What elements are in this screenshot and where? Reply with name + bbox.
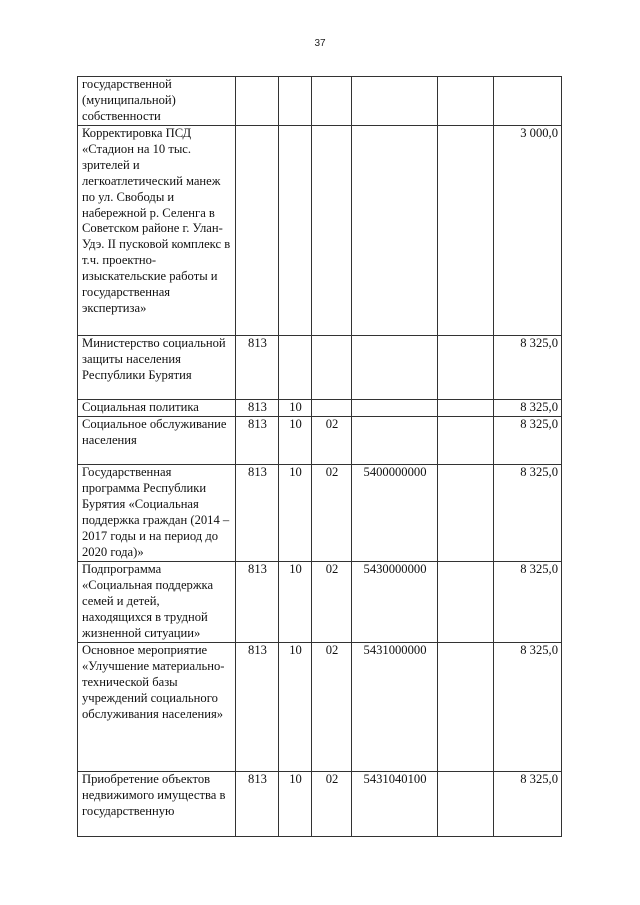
- table-row: [78, 562, 562, 643]
- grbs-cell: 813: [236, 336, 279, 400]
- target-article-cell: 5431000000: [352, 643, 438, 772]
- row-name-cell: Приобретение объектов недвижимого имущества в государственную: [78, 772, 236, 837]
- expense-type-cell: [438, 77, 494, 126]
- target-article-cell: 5430000000: [352, 562, 438, 643]
- amount-cell: 8 325,0: [494, 772, 562, 837]
- section-cell: 10: [279, 562, 312, 643]
- row-name-cell: Социальное обслуживание населения: [78, 417, 236, 465]
- target-article-cell: 5431040100: [352, 772, 438, 837]
- expense-type-cell: [438, 400, 494, 417]
- row-name-cell: Подпрограмма «Социальная поддержка семей и детей, находящихся в трудной жизненной ситуации»: [78, 562, 236, 643]
- table-row: [78, 77, 562, 126]
- target-article-cell: [352, 336, 438, 400]
- section-cell: 10: [279, 772, 312, 837]
- table-row: [78, 400, 562, 417]
- section-cell: [279, 336, 312, 400]
- section-cell: [279, 126, 312, 336]
- target-article-cell: 5400000000: [352, 465, 438, 562]
- page-number: 37: [314, 38, 326, 49]
- table-row: [78, 126, 562, 336]
- subsection-cell: 02: [312, 643, 352, 772]
- amount-cell: 8 325,0: [494, 643, 562, 772]
- amount-cell: [494, 77, 562, 126]
- target-article-cell: [352, 126, 438, 336]
- subsection-cell: [312, 400, 352, 417]
- table-row: [78, 336, 562, 400]
- grbs-cell: 813: [236, 417, 279, 465]
- grbs-cell: 813: [236, 400, 279, 417]
- amount-cell: 3 000,0: [494, 126, 562, 336]
- grbs-cell: 813: [236, 772, 279, 837]
- subsection-cell: 02: [312, 417, 352, 465]
- row-name-cell: Основное мероприятие «Улучшение материально-технической базы учреждений социального обслуживания населения»: [78, 643, 236, 772]
- grbs-cell: 813: [236, 562, 279, 643]
- row-name-cell: Корректировка ПСД «Стадион на 10 тыс. зрителей и легкоатлетический манеж по ул. Свободы и набережной р. Селенга в Советском районе г. Улан-Удэ. II пусковой комплекс в т.ч. проектно-изыскательские работы и государственная экспертиза»: [78, 126, 236, 336]
- amount-cell: 8 325,0: [494, 400, 562, 417]
- section-cell: 10: [279, 400, 312, 417]
- table-row: [78, 417, 562, 465]
- expense-type-cell: [438, 336, 494, 400]
- expense-type-cell: [438, 126, 494, 336]
- grbs-cell: 813: [236, 643, 279, 772]
- amount-cell: 8 325,0: [494, 562, 562, 643]
- grbs-cell: 813: [236, 465, 279, 562]
- table-row: [78, 772, 562, 837]
- subsection-cell: [312, 77, 352, 126]
- subsection-cell: [312, 126, 352, 336]
- section-cell: 10: [279, 643, 312, 772]
- subsection-cell: 02: [312, 562, 352, 643]
- expense-type-cell: [438, 562, 494, 643]
- expense-type-cell: [438, 417, 494, 465]
- table-row: [78, 465, 562, 562]
- expense-type-cell: [438, 643, 494, 772]
- amount-cell: 8 325,0: [494, 465, 562, 562]
- row-name-cell: государственной (муниципальной) собственности: [78, 77, 236, 126]
- grbs-cell: [236, 77, 279, 126]
- target-article-cell: [352, 77, 438, 126]
- expense-type-cell: [438, 465, 494, 562]
- grbs-cell: [236, 126, 279, 336]
- section-cell: 10: [279, 465, 312, 562]
- row-name-cell: Министерство социальной защиты населения Республики Бурятия: [78, 336, 236, 400]
- target-article-cell: [352, 417, 438, 465]
- table-row: [78, 643, 562, 772]
- target-article-cell: [352, 400, 438, 417]
- section-cell: 10: [279, 417, 312, 465]
- amount-cell: 8 325,0: [494, 336, 562, 400]
- amount-cell: 8 325,0: [494, 417, 562, 465]
- subsection-cell: 02: [312, 772, 352, 837]
- budget-table: [77, 76, 562, 837]
- row-name-cell: Государственная программа Республики Бурятия «Социальная поддержка граждан (2014 – 2017 годы и на период до 2020 года)»: [78, 465, 236, 562]
- row-name-cell: Социальная политика: [78, 400, 236, 417]
- subsection-cell: [312, 336, 352, 400]
- expense-type-cell: [438, 772, 494, 837]
- section-cell: [279, 77, 312, 126]
- subsection-cell: 02: [312, 465, 352, 562]
